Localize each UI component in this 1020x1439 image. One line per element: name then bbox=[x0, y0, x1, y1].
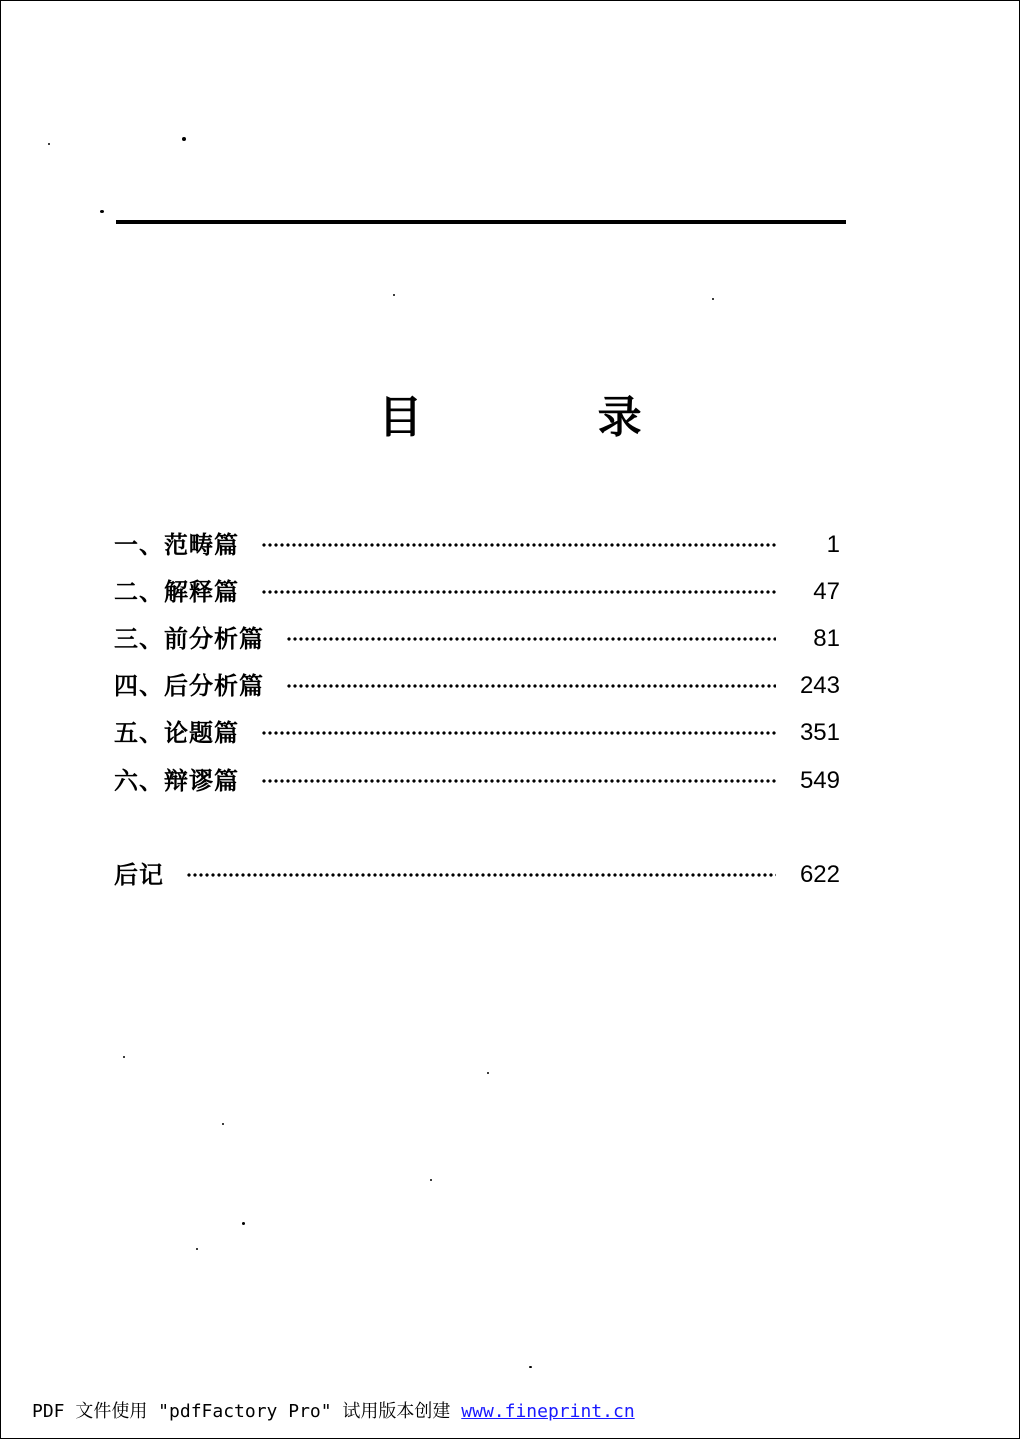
dot-leader bbox=[186, 873, 776, 877]
toc-entry bbox=[114, 622, 840, 656]
dot-leader bbox=[261, 590, 776, 594]
toc-entry-page: 1 bbox=[826, 531, 840, 558]
dot-leader bbox=[261, 779, 776, 783]
toc-entry bbox=[114, 716, 840, 750]
dot-leader bbox=[286, 637, 776, 641]
scan-speck bbox=[123, 1056, 125, 1058]
scan-speck bbox=[712, 298, 714, 300]
toc-entry bbox=[114, 575, 840, 609]
scan-speck bbox=[487, 1072, 489, 1074]
toc-entry-label: 二、解释篇 bbox=[114, 577, 239, 606]
scan-speck bbox=[196, 1248, 198, 1250]
toc-entry bbox=[114, 669, 840, 703]
header-rule bbox=[116, 220, 846, 224]
scan-speck bbox=[182, 137, 186, 141]
toc-entry-page: 47 bbox=[813, 578, 840, 605]
scan-speck bbox=[222, 1123, 224, 1125]
toc-entry bbox=[114, 764, 840, 798]
scan-speck bbox=[100, 210, 104, 213]
scan-speck bbox=[529, 1366, 532, 1368]
toc-entry-page: 351 bbox=[799, 719, 840, 746]
toc-entry-label: 三、前分析篇 bbox=[114, 624, 264, 653]
toc-entry bbox=[114, 528, 840, 562]
dot-leader bbox=[261, 543, 776, 547]
scan-speck bbox=[242, 1222, 245, 1225]
pdf-footer bbox=[32, 1398, 635, 1426]
toc-entry-label: 四、后分析篇 bbox=[114, 671, 264, 700]
scan-speck bbox=[430, 1179, 432, 1181]
page-title: 目 录 bbox=[378, 392, 722, 443]
toc-entry-label: 五、论题篇 bbox=[114, 718, 239, 747]
toc-afterword-page: 622 bbox=[799, 861, 840, 888]
scan-speck bbox=[48, 143, 50, 145]
toc-entry-page: 81 bbox=[813, 625, 840, 652]
toc-afterword bbox=[114, 858, 840, 892]
toc-entry-page: 243 bbox=[799, 672, 840, 699]
toc-entry-label: 一、范畴篇 bbox=[114, 530, 239, 559]
footer-link[interactable]: www.fineprint.cn bbox=[461, 1401, 635, 1422]
toc-entry-page: 549 bbox=[799, 767, 840, 794]
dot-leader bbox=[261, 731, 776, 735]
scan-speck bbox=[393, 294, 395, 296]
toc-afterword-label: 后记 bbox=[114, 860, 164, 889]
dot-leader bbox=[286, 684, 776, 688]
footer-text: PDF 文件使用 "pdfFactory Pro" 试用版本创建 bbox=[32, 1401, 451, 1422]
toc-entry-label: 六、辩谬篇 bbox=[114, 766, 239, 795]
